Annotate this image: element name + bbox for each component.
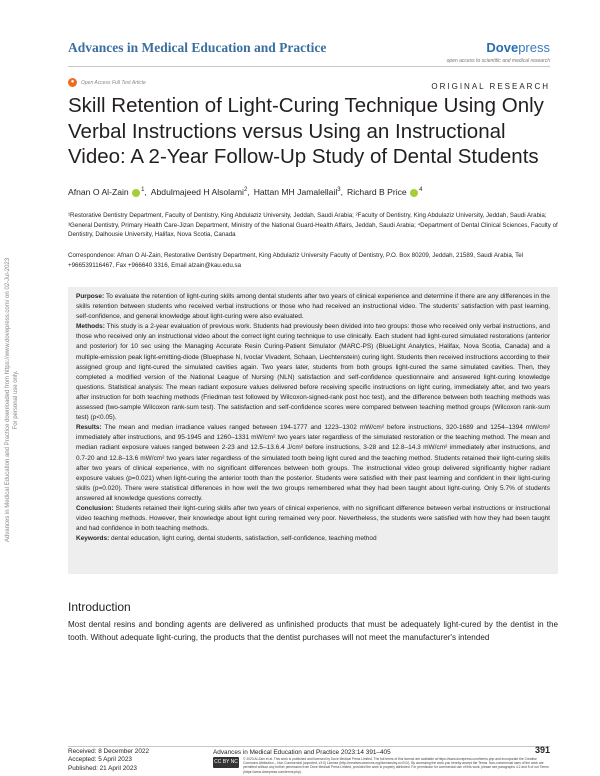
publisher-logo[interactable] xyxy=(447,40,550,64)
license-block xyxy=(213,757,550,774)
abstract-box xyxy=(68,287,558,574)
open-access-icon: ● xyxy=(68,78,77,87)
introduction-heading: Introduction xyxy=(68,600,131,614)
abstract-methods: Methods: This study is a 2-year evaluation of previous work. Students had previously been divided into two groups: those who received only verbal instructions, and those who received only an instructional video about the correct light curing technique to use clinically. Each student had light-cured simulated restorations (anterior and posterior) for 10 sec using the Managing Accurate Resin Curing-Patient Simulator (MARC-PS) (BlueLight Analytics, Halifax, Nova Scotia, Canada) and a multiple-emission peak light-emitting-diode (Bluephase N, Ivoclar Vivadent, Schaan, Liechtenstein) curing light. Students then received instructions according to their assigned group and light-cured the simulated cavities again. Two years later, students from both groups light-cured the same simulated cavities. Then, they completed a modified version of the National League of Nursing (NLN) satisfaction and self-confidence questionnaire and answered light-curing knowledge questions. Statistical analysis: The mean radiant exposure values delivered before receiving specific instructions on light curing, immediately after, and two years after instruction for both teaching methods (Friedman test followed by Wilcoxon-signed-rank post hoc test), and the difference between both teaching methods was assessed (two-sample Wilcoxon rank-sum test). The satisfaction and self-confidence scores were compared between teaching method groups (Wilcoxon rank-sum test) (p<0.05). xyxy=(76,323,550,422)
author[interactable]: Afnan O Al-Zain $^1$, xyxy=(68,187,147,197)
publisher-suffix: press xyxy=(518,40,550,55)
article-type: ORIGINAL RESEARCH xyxy=(431,82,550,91)
author[interactable]: Hattan MH Jamalellail$^3$, xyxy=(253,187,344,197)
open-access-label xyxy=(68,78,146,87)
article-title: Skill Retention of Light-Curing Technique Using Only Verbal Instructions versus Using an Instructional Video: A 2-Year Follow-Up Study of Dental Students xyxy=(68,94,544,168)
page-number: 391 xyxy=(534,745,550,755)
orcid-icon[interactable] xyxy=(410,189,418,197)
download-note-line: Advances in Medical Education and Practice downloaded from https://www.dovepress.com/ on 02-Jul-2023 xyxy=(5,257,11,543)
published-date: Published: 21 April 2023 xyxy=(68,764,137,772)
abstract-keywords: Keywords: dental education, light curing, dental students, satisfaction, self-confidence, teaching method xyxy=(76,535,377,543)
author[interactable]: Abdulmajeed H Alsolami$^2$, xyxy=(150,187,250,197)
author[interactable]: Richard B Price $^4$ xyxy=(347,187,423,197)
introduction-text: Most dental resins and bonding agents are delivered as unfinished products that must be adequately light-cured by the dentist in the tooth. Without adequate light-curing, the products that the dentist purchases will not meet the manufacturer's intended xyxy=(68,620,558,642)
affiliations: ¹Restorative Dentistry Department, Faculty of Dentistry, King Abdulaziz University, Jeddah, Saudi Arabia; ²Faculty of Dentistry, King Abdulaziz University, Jeddah, Saudi Arabia; ³General Dentistry, Primary Health Care-Jizan Department, Ministry of the National Guard-Health Affairs, Jeddah, Saudi Arabia; ⁴Department of Dental Clinical Sciences, Faculty of Dentistry, Dalhousie University, Halifax, Nova Scotia, Canada xyxy=(68,212,558,239)
orcid-icon[interactable] xyxy=(132,189,140,197)
download-note-line: For personal use only. xyxy=(13,370,19,430)
publisher-tagline: open access to scientific and medical research xyxy=(446,58,550,64)
license-text: © 2023 Al-Zain et al. This work is published and licensed by Dove Medical Press Limited. The full terms of this license are available at https://www.dovepress.com/terms.php and incorporate the Creative Commons Attribution – Non Commercial (unported, v3.0) License (http://creativecommons.org/licenses/by-nc/3.0/). By accessing the work you hereby accept the Terms. Non-commercial uses of the work are permitted without any further permission from Dove Medical Press Limited, provided the work is properly attributed. For permission for commercial use of this work, please see paragraphs 4.2 and 5 of our Terms (https://www.dovepress.com/terms.php). xyxy=(243,757,549,774)
footer-divider xyxy=(68,746,550,747)
abstract-purpose: Purpose: To evaluate the retention of light-curing skills among dental students after two years of clinical experience and determine if there are any differences in the skills retention between students who received verbal instructions or those who had received an instructional video. The students' satisfaction with past learning, self-confidence, and general knowledge about light-curing were also evaluated. xyxy=(76,293,550,321)
correspondence: Correspondence: Afnan O Al-Zain, Restorative Dentistry Department, King Abdulaziz University Faculty of Dentistry, P.O. Box 80209, Jeddah, 21589, Saudi Arabia, Tel +966539116467, Fax +966640 3316, Email alzain@kau.edu.sa xyxy=(68,252,524,269)
publisher-prefix: Dove xyxy=(486,40,519,55)
abstract-results: Results: The mean and median irradiance values ranged between 194-1777 and 1223–1302 mW/cm² before instructions, 320-1689 and 1254–1394 mW/cm² immediately after instructions, and 95-1945 and 1260–1331 mW/cm² two years later regardless of the simulated restoration or the teaching method. The mean and median radiant exposure values ranged between 2-23 and 12.5–13.6.4 J/cm² before instructions, 3-28 and 12.8–14.3 mW/cm² immediately after instructions, and 0.7-20 and 12.8–13.6 mW/cm² two years later regardless of the simulated tooth being light cured and the teaching method. Students retained their light-curing skills after two years of clinical experience, with no significant differences between both groups. The instructional video group delivered significantly higher radiant exposure values (p=0.021) when light-curing the anterior tooth than the posterior. Students were satisfied with their past learning and confident in their light-curing skills (p=0.020). There were statistical differences in how well the two groups remembered what they had been taught about light-curing. Only 5.7% of students answered all knowledge questions correctly. xyxy=(76,424,550,502)
abstract-conclusion: Conclusion: Students retained their light-curing skills after two years of clinical experience, with no significant difference between verbal instructions or instructional video teaching methods. However, their knowledge about light curing remained very poor. Nevertheless, the students were satisfied with how they had been taught and had confidence in both teaching methods. xyxy=(76,504,551,533)
header-divider xyxy=(68,66,550,67)
received-date: Received: 8 December 2022 xyxy=(68,748,149,755)
creative-commons-icon[interactable]: CC BY NC xyxy=(213,757,239,768)
journal-title[interactable]: Advances in Medical Education and Practice xyxy=(68,40,327,55)
author-list xyxy=(68,187,422,197)
footer-citation[interactable]: Advances in Medical Education and Practice 2023:14 391–405 xyxy=(213,749,391,756)
open-access-text: Open Access Full Text Article xyxy=(81,79,146,86)
article-dates xyxy=(68,748,149,773)
accepted-date: Accepted: 5 April 2023 xyxy=(68,756,132,764)
download-note xyxy=(4,150,26,650)
